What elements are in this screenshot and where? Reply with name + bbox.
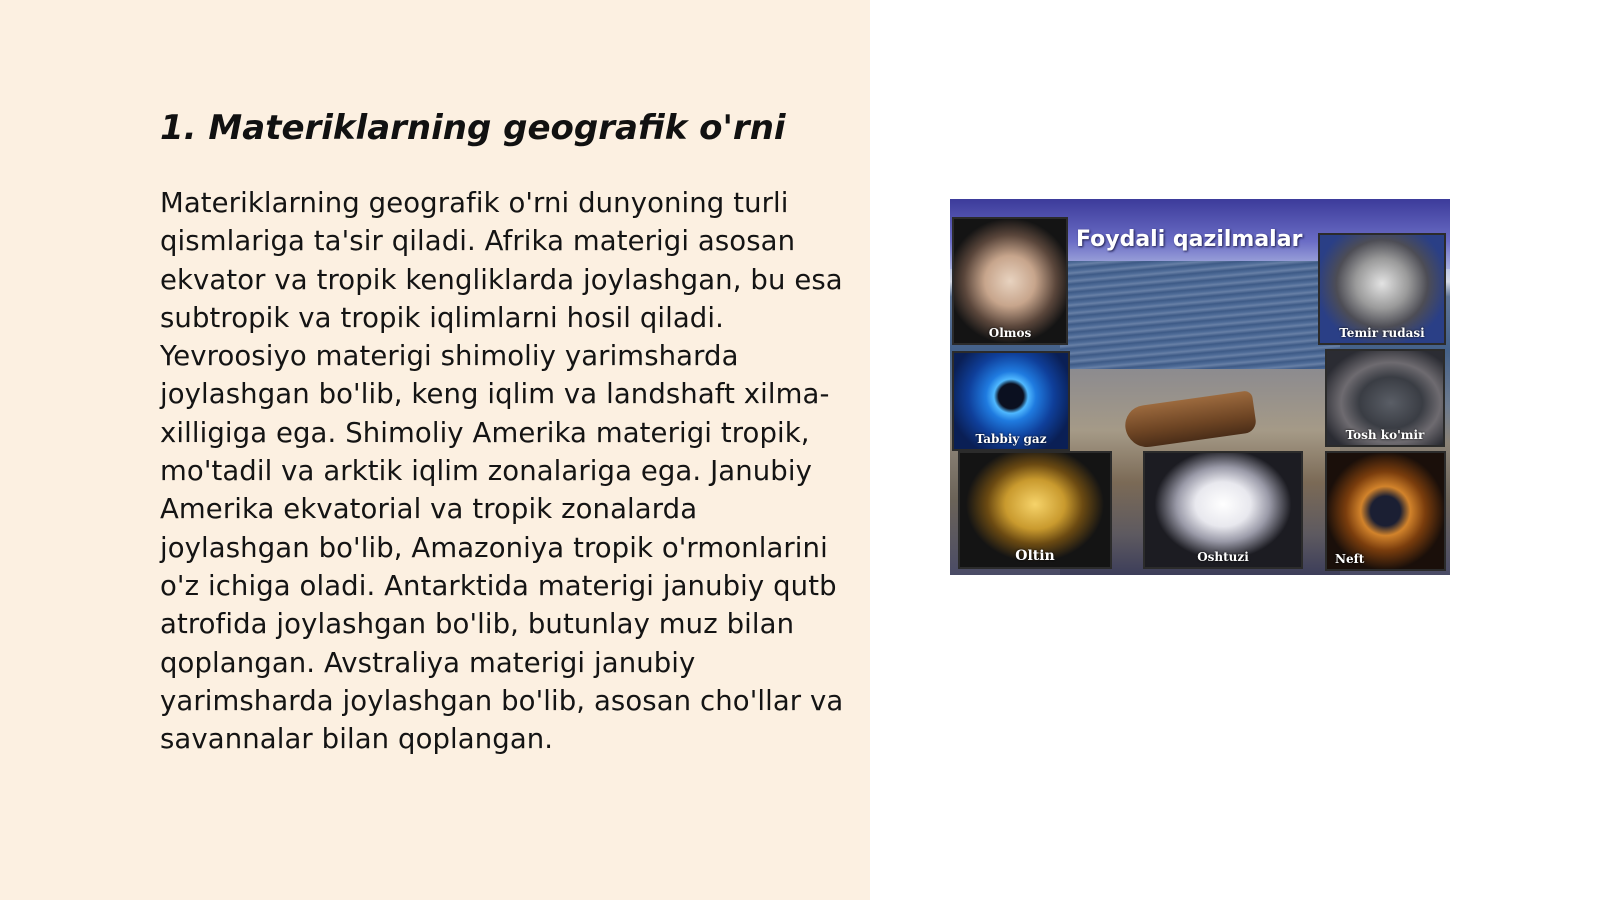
- tile-tosh-komir: [1325, 349, 1445, 447]
- slide-title: 1. Materiklarning geografik o'rni: [160, 108, 786, 148]
- caption-tabiiy-gaz: Tabbiy gaz: [975, 432, 1047, 446]
- caption-tosh-komir: Tosh ko'mir: [1345, 428, 1425, 442]
- tile-oshtuzi: [1143, 451, 1303, 569]
- tile-oltin: [958, 451, 1112, 569]
- caption-neft: Neft: [1335, 552, 1365, 566]
- caption-olmos: Olmos: [988, 326, 1032, 340]
- tile-neft: [1325, 451, 1446, 571]
- caption-oltin: Oltin: [1015, 548, 1055, 564]
- tile-olmos: [952, 217, 1068, 345]
- picture-heading: Foydali qazilmalar: [1076, 227, 1303, 252]
- body-paragraph: Materiklarning geografik o'rni dunyoning turli qismlariga ta'sir qiladi. Afrika materigi asosan ekvator va tropik kengliklarda joylashgan, bu esa subtropik va tropik iqlimlarni hosil qiladi. Yevroosiyo materigi shimoliy yarimsharda joylashgan bo'lib, keng iqlim va landshaft xilma-xilligiga ega. Shimoliy Amerika materigi tropik, mo'tadil va arktik iqlim zonalariga ega. Janubiy Amerika ekvatorial va tropik zonalarda joylashgan bo'lib, Amazoniya tropik o'rmonlarini o'z ichiga oladi. Antarktida materigi janubiy qutb atrofida joylashgan bo'lib, butunlay muz bilan qoplangan. Avstraliya materigi janubiy yarimsharda joylashgan bo'lib, asosan cho'llar va savannalar bilan qoplangan.: [160, 187, 844, 756]
- tile-temir-rudasi: [1318, 233, 1446, 345]
- caption-temir-rudasi: Temir rudasi: [1339, 326, 1425, 340]
- caption-oshtuzi: Oshtuzi: [1197, 550, 1249, 564]
- tile-tabiiy-gaz: [952, 351, 1070, 451]
- minerals-picture: [950, 199, 1450, 575]
